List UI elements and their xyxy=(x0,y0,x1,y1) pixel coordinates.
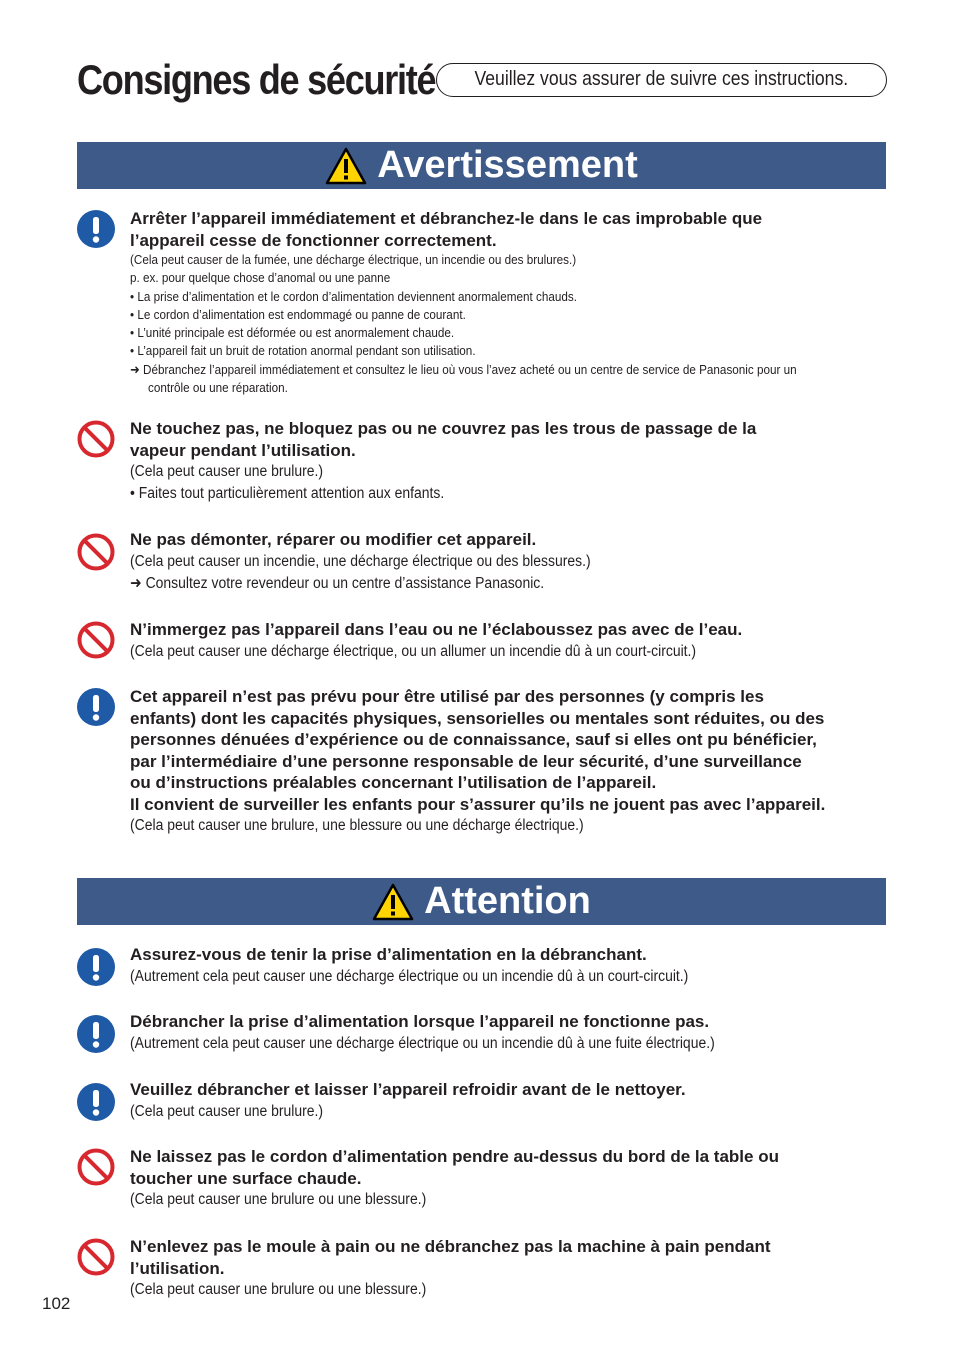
item-title: Ne touchez pas, ne bloquez pas ou ne couvrez pas les trous de passage de la xyxy=(130,419,757,438)
subtitle-pill xyxy=(436,63,887,97)
page-title: Consignes de sécurité xyxy=(77,56,436,103)
item-text: • Faites tout particulièrement attention aux enfants. xyxy=(130,485,445,502)
item-title: Cet appareil n’est pas prévu pour être utilisé par des personnes (y compris les xyxy=(130,687,764,706)
item-text: (Cela peut causer de la fumée, une décharge électrique, un incendie ou des brulures.) xyxy=(130,252,577,267)
warning-heading: Avertissement xyxy=(377,144,638,186)
item-title: Assurez-vous de tenir la prise d’alimentation en la débranchant. xyxy=(130,945,647,964)
caution-item-5 xyxy=(77,1236,889,1301)
item-title: Ne laissez pas le cordon d’alimentation pendre au-dessus du bord de la table ou xyxy=(130,1147,779,1166)
item-text: contrôle ou une réparation. xyxy=(148,380,288,396)
warning-triangle-icon xyxy=(325,147,367,185)
item-text: (Cela peut causer une brulure ou une blessure.) xyxy=(130,1191,427,1208)
page-number: 102 xyxy=(42,1294,71,1313)
mandatory-exclamation-icon xyxy=(77,210,115,248)
item-title: N’immergez pas l’appareil dans l’eau ou ne l’éclaboussez pas avec de l’eau. xyxy=(130,620,743,639)
item-title: Ne pas démonter, réparer ou modifier cet appareil. xyxy=(130,530,537,549)
item-text: (Cela peut causer une brulure.) xyxy=(130,463,324,480)
item-text: (Cela peut causer une brulure.) xyxy=(130,1102,324,1120)
prohibition-icon xyxy=(77,420,115,458)
item-text: p. ex. pour quelque chose d’anomal ou une panne xyxy=(130,270,391,286)
item-title: Il convient de surveiller les enfants pour s’assurer qu’ils ne jouent pas avec l’appareil. xyxy=(130,794,826,814)
item-text: ➜ Consultez votre revendeur ou un centre d’assistance Panasonic. xyxy=(130,574,545,592)
prohibition-icon xyxy=(77,621,115,659)
item-title: personnes dénuées d’expérience ou de connaissance, sauf si elles ont pu bénéficier, xyxy=(130,730,817,749)
item-title: ou d’instructions préalables concernant l’utilisation de l’appareil. xyxy=(130,773,657,792)
subtitle-text: Veuillez vous assurer de suivre ces instructions. xyxy=(474,68,849,90)
item-title: vapeur pendant l’utilisation. xyxy=(130,440,356,460)
warning-item-2 xyxy=(77,418,889,505)
item-text: (Cela peut causer une décharge électrique, ou un allumer un incendie dû à un court-circuit.) xyxy=(130,642,697,660)
warning-item-5 xyxy=(77,686,889,837)
item-title: l’utilisation. xyxy=(130,1258,225,1278)
item-text: (Cela peut causer une brulure, une blessure ou une décharge électrique.) xyxy=(130,817,584,834)
item-text: (Cela peut causer un incendie, une décharge électrique ou des blessures.) xyxy=(130,552,591,570)
prohibition-icon xyxy=(77,533,115,571)
item-text: (Autrement cela peut causer une décharge électrique ou un incendie dû à un court-circuit.) xyxy=(130,967,689,985)
caution-item-3 xyxy=(77,1079,889,1123)
item-title: N’enlevez pas le moule à pain ou ne débranchez pas la machine à pain pendant xyxy=(130,1237,771,1256)
warning-item-4 xyxy=(77,619,889,663)
caution-band xyxy=(77,878,886,925)
item-text: • La prise d’alimentation et le cordon d’alimentation deviennent anormalement chauds. xyxy=(130,288,578,304)
warning-band xyxy=(77,142,886,189)
caution-item-1 xyxy=(77,944,889,988)
prohibition-icon xyxy=(77,1238,115,1276)
mandatory-exclamation-icon xyxy=(77,1083,115,1121)
item-title: par l’intermédiaire d’une personne responsable de leur sécurité, d’une surveillance xyxy=(130,751,802,771)
prohibition-icon xyxy=(77,1148,115,1186)
item-title: enfants) dont les capacités physiques, sensorielles ou mentales sont réduites, ou des xyxy=(130,708,825,728)
warning-triangle-icon xyxy=(372,883,414,921)
item-title: Veuillez débrancher et laisser l’appareil refroidir avant de le nettoyer. xyxy=(130,1080,686,1099)
item-text: • Le cordon d’alimentation est endommagé ou panne de courant. xyxy=(130,306,466,322)
item-title: Débrancher la prise d’alimentation lorsque l’appareil ne fonctionne pas. xyxy=(130,1012,710,1031)
item-text: (Autrement cela peut causer une décharge électrique ou un incendie dû à une fuite électrique.) xyxy=(130,1034,715,1052)
mandatory-exclamation-icon xyxy=(77,688,115,726)
mandatory-exclamation-icon xyxy=(77,948,115,986)
warning-item-1 xyxy=(77,208,889,397)
item-title: toucher une surface chaude. xyxy=(130,1168,362,1188)
caution-item-4 xyxy=(77,1146,889,1211)
item-title: Arrêter l’appareil immédiatement et débranchez-le dans le cas improbable que xyxy=(130,209,763,228)
title-row xyxy=(77,52,887,112)
item-text: • L’appareil fait un bruit de rotation anormal pendant son utilisation. xyxy=(130,343,476,359)
item-title: l’appareil cesse de fonctionner correctement. xyxy=(130,230,497,250)
item-text: • L’unité principale est déformée ou est anormalement chaude. xyxy=(130,325,455,341)
item-text: (Cela peut causer une brulure ou une blessure.) xyxy=(130,1281,427,1298)
mandatory-exclamation-icon xyxy=(77,1015,115,1053)
item-text: ➜ Débranchez l’appareil immédiatement et consultez le lieu où vous l’avez acheté ou un centre de service de Panasonic pour un xyxy=(130,361,797,377)
caution-item-2 xyxy=(77,1011,889,1055)
caution-heading: Attention xyxy=(424,880,591,922)
warning-item-3 xyxy=(77,529,889,595)
